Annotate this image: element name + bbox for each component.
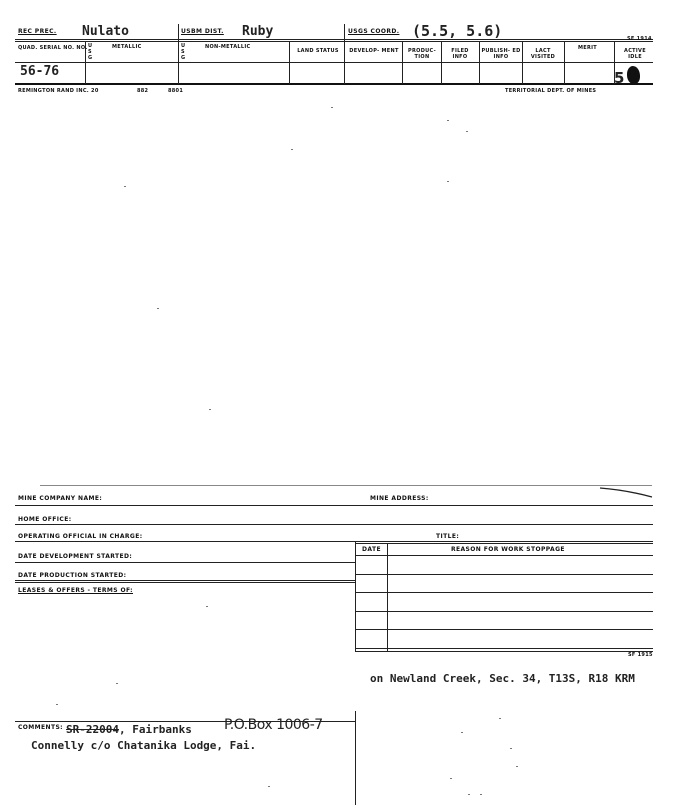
col-non-metallic: NON-METALLIC [205,44,251,50]
speck [209,409,211,410]
col-active-idle: ACTIVE IDLE [624,48,646,60]
form-code-2: SF 1915 [628,652,653,658]
table-rule [355,574,653,575]
speck [206,606,208,607]
rule [15,562,355,563]
speck [510,748,512,749]
table-rule [355,651,653,652]
lower-top-rule [40,485,652,486]
table-date-divider [387,543,388,651]
speck [447,181,449,182]
rule [15,524,653,525]
rule [15,505,653,506]
table-rule [355,629,653,630]
printer-name: REMINGTON RAND INC. 20 [18,88,99,94]
printer-code-1: 882 [137,88,149,94]
home-office-label: HOME OFFICE: [18,516,72,523]
sep-v [564,42,565,84]
comments-divider [355,711,356,805]
table-left-border [355,541,356,651]
rule [355,543,653,544]
pen-stroke [598,484,654,500]
col-usg-2: U S G [181,43,186,61]
title-label: TITLE: [436,533,460,540]
sep-v [289,42,290,84]
date-development-label: DATE DEVELOPMENT STARTED: [18,553,133,560]
comment-line-2: Connelly c/o Chatanika Lodge, Fai. [31,739,257,752]
speck [466,131,468,132]
col-filed-info: FILED INFO [451,48,469,60]
comment-line-1-rest: , Fairbanks [118,723,192,736]
table-rule [355,555,653,556]
speck [291,149,293,150]
comments-label: COMMENTS: [18,724,63,731]
leases-offers-label: LEASES & OFFERS - TERMS OF: [18,587,133,594]
speck [124,186,126,187]
handwritten-po-box: P.O.Box 1006-7 [224,717,323,733]
ink-blot [627,66,640,84]
speck [268,786,270,787]
rec-prec-value: Nulato [82,24,129,39]
usgs-coord-label: USGS COORD. [348,28,400,35]
speck [56,704,58,705]
table-rule [355,592,653,593]
col-merit: MERIT [578,45,598,51]
location-text: on Newland Creek, Sec. 34, T13S, R18 KRM [370,672,635,685]
sep-v [178,24,179,84]
speck [480,794,482,795]
rule [15,541,653,542]
speck [499,718,501,719]
sep-v [344,24,345,84]
sep-v [441,42,442,84]
speck [331,107,333,108]
form-code: SF 1914 [627,36,652,42]
rule [15,582,355,583]
col-header-rule [15,62,653,63]
col-last-visited: LACT VISITED [530,48,556,60]
col-metallic: METALLIC [112,44,142,50]
sep-v [479,42,480,84]
speck [461,732,463,733]
date-column-header: DATE [362,546,381,553]
table-rule [355,648,653,649]
col-development: DEVELOP- MENT [349,48,399,54]
col-land-status: LAND STATUS [297,48,339,54]
struck-text: SR-22004 [66,723,119,736]
speck [447,120,449,121]
sep-v [522,42,523,84]
sep-v [402,42,403,84]
speck [116,683,118,684]
usbm-dist-label: USBM DIST. [181,28,224,35]
col-usg: U S G [88,43,93,61]
mine-address-label: MINE ADDRESS: [370,495,429,502]
top-rule-1 [15,39,653,40]
operating-official-label: OPERATING OFFICIAL IN CHARGE: [18,533,143,540]
active-idle-value: 5 [614,69,625,87]
speck [468,794,470,795]
rec-prec-label: REC PREC. [18,28,57,35]
speck [157,308,159,309]
printer-code-2: 8801 [168,88,184,94]
quad-serial-value: 56-76 [20,64,60,79]
table-rule [355,611,653,612]
rule [15,580,355,581]
bottom-rule [15,83,653,85]
usbm-dist-value: Ruby [242,24,274,39]
reason-column-header: REASON FOR WORK STOPPAGE [451,546,565,553]
date-production-label: DATE PRODUCTION STARTED: [18,572,127,579]
col-production: PRODUC- TION [408,48,436,60]
usgs-coord-value: (5.5, 5.6) [412,22,503,40]
col-published-info: PUBLISH- ED INFO [481,48,521,60]
top-rule-2 [15,41,653,42]
speck [516,766,518,767]
comment-line-1 [66,723,192,736]
mine-company-label: MINE COMPANY NAME: [18,495,103,502]
department-name: TERRITORIAL DEPT. OF MINES [505,88,597,94]
speck [450,778,452,779]
col-quad-serial: QUAD. SERIAL NO. NO. [18,45,88,51]
